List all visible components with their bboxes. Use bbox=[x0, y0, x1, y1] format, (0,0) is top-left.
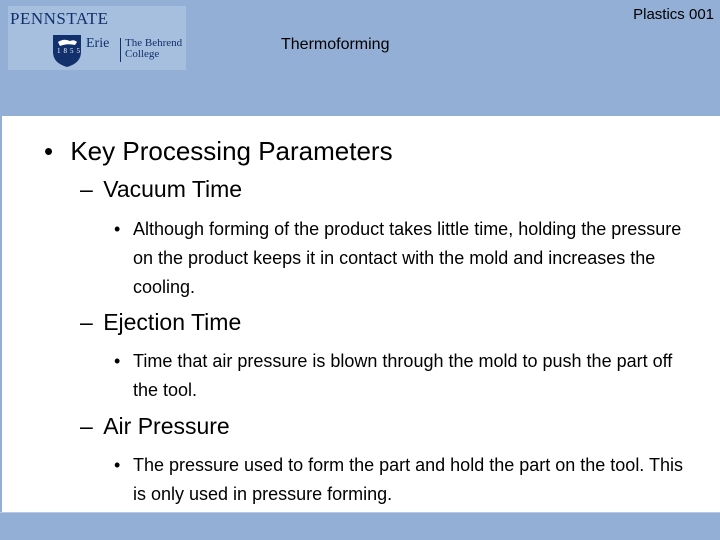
logo-divider bbox=[120, 38, 121, 62]
slide-footer bbox=[0, 512, 720, 540]
bullet-key-processing-parameters bbox=[44, 136, 393, 167]
slide-header bbox=[0, 0, 720, 112]
logo-college-line2: College bbox=[125, 48, 160, 60]
penn-state-behrend-logo bbox=[8, 6, 186, 70]
detail-text: The pressure used to form the part and hold the part on the tool. This is only used in pressure forming. bbox=[133, 455, 683, 504]
course-label: Plastics 001 bbox=[633, 6, 714, 23]
logo-campus: Erie bbox=[86, 36, 110, 51]
subbullet-air-pressure bbox=[80, 413, 230, 440]
detail-ejection-time bbox=[114, 347, 684, 405]
subbullet-heading: Air Pressure bbox=[103, 413, 230, 439]
detail-marker: • bbox=[114, 351, 121, 371]
subbullet-marker: – bbox=[80, 176, 93, 202]
detail-vacuum-time bbox=[114, 215, 684, 302]
detail-marker: • bbox=[114, 455, 121, 475]
subbullet-heading: Ejection Time bbox=[103, 309, 242, 335]
logo-wordmark: PENNSTATE bbox=[10, 9, 109, 28]
detail-text: Time that air pressure is blown through the mold to push the part off the tool. bbox=[133, 351, 673, 400]
detail-marker: • bbox=[114, 219, 121, 239]
subbullet-marker: – bbox=[80, 309, 93, 335]
detail-air-pressure bbox=[114, 451, 684, 509]
slide-subtitle: Thermoforming bbox=[281, 36, 390, 53]
subbullet-heading: Vacuum Time bbox=[103, 176, 243, 202]
subbullet-marker: – bbox=[80, 413, 93, 439]
logo-college-line1: The Behrend bbox=[125, 37, 183, 49]
subbullet-ejection-time bbox=[80, 309, 241, 336]
logo-year: 1855 bbox=[57, 47, 83, 55]
footer-divider bbox=[0, 512, 720, 513]
slide-title: Key Processing Parameters bbox=[70, 136, 393, 166]
logo-college bbox=[125, 38, 182, 60]
subbullet-vacuum-time bbox=[80, 176, 242, 203]
detail-text: Although forming of the product takes little time, holding the pressure on the product keeps it in contact with the mold and increases the cooling. bbox=[133, 219, 682, 297]
bullet-marker: • bbox=[44, 136, 54, 166]
